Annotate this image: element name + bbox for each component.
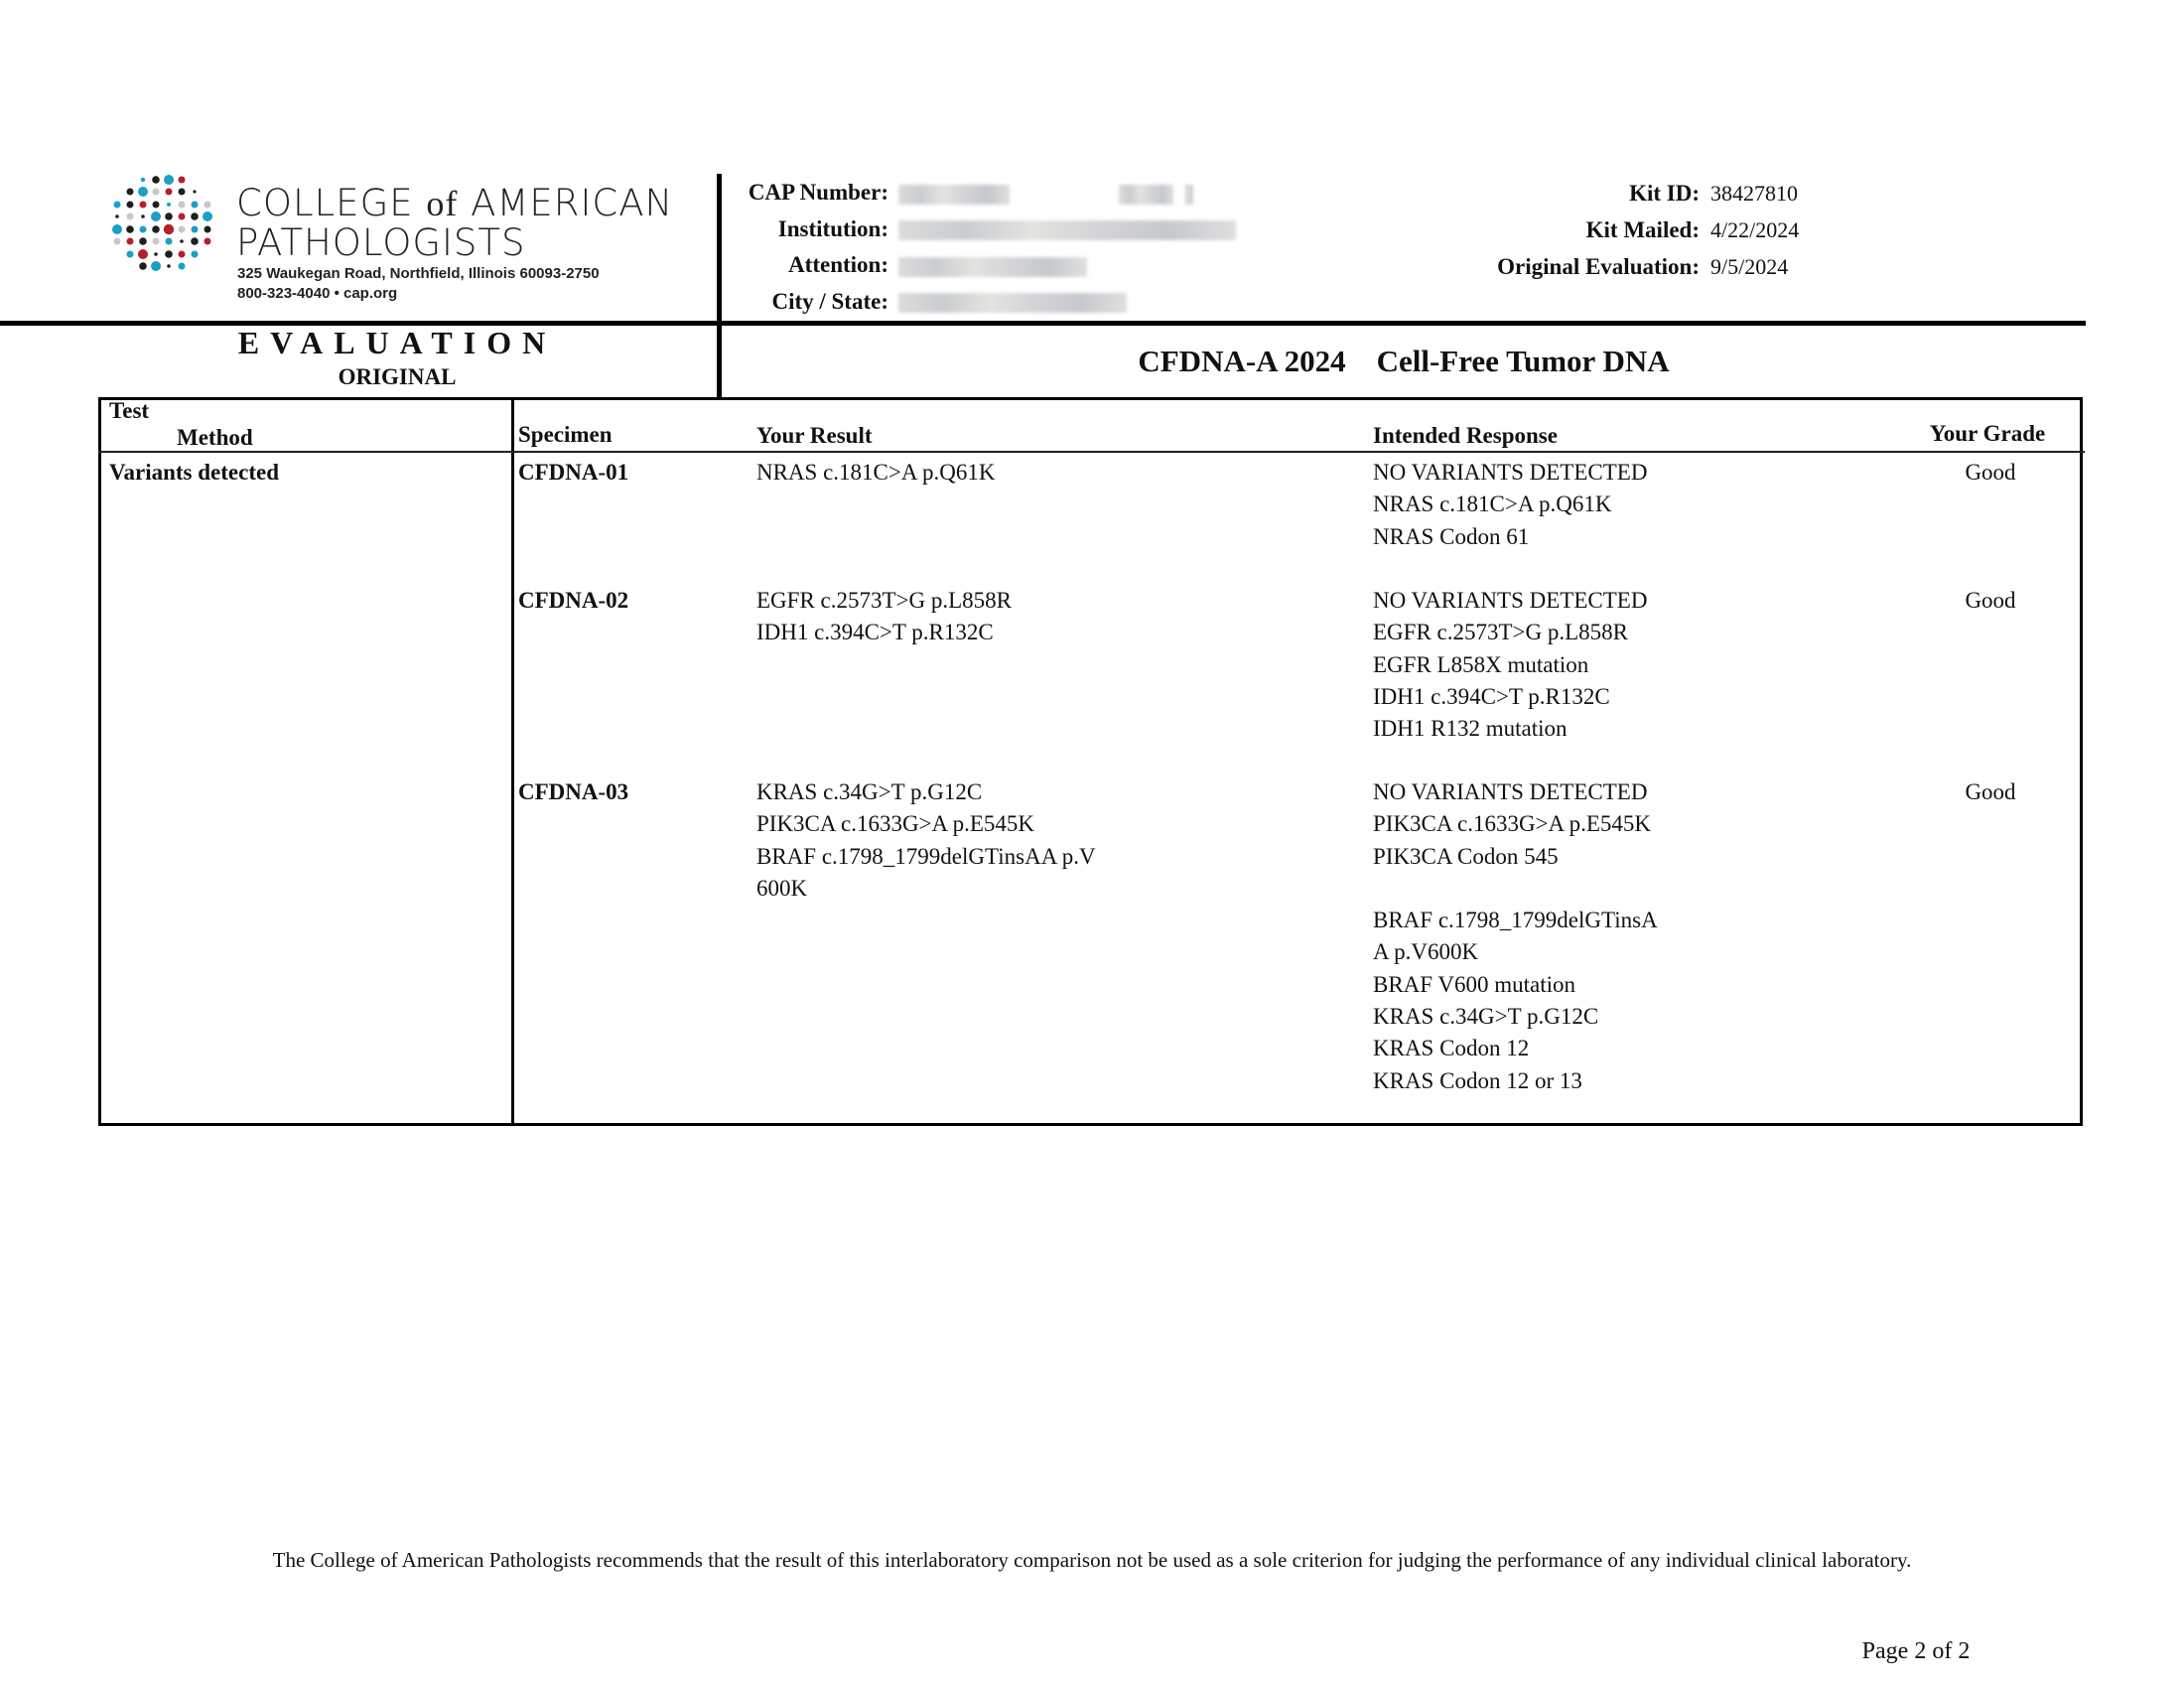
intended-line: EGFR c.2573T>G p.L858R	[1373, 620, 1629, 645]
test-name: Variants detected	[109, 460, 279, 485]
intended-line: NRAS Codon 61	[1373, 523, 1530, 549]
institution-redacted	[898, 220, 1236, 240]
logo-text-of: of	[426, 184, 459, 223]
city-state-label: City / State:	[771, 288, 888, 314]
intended-line: KRAS Codon 12 or 13	[1373, 1067, 1582, 1093]
result-line: 600K	[756, 875, 808, 901]
kit-labels	[1449, 175, 1700, 285]
attention-redacted	[898, 257, 1087, 277]
cap-number-suffix-redacted	[1119, 185, 1173, 205]
cap-number-label: CAP Number:	[748, 180, 888, 205]
institution-label: Institution:	[777, 215, 888, 241]
city-state-redacted	[898, 293, 1127, 313]
intended-line: EGFR L858X mutation	[1373, 651, 1589, 677]
table-column-divider	[511, 397, 514, 1126]
kit-mailed-label: Kit Mailed:	[1585, 217, 1700, 242]
logo-wordmark-line1	[236, 184, 673, 223]
logo-text-college: COLLEGE	[236, 182, 427, 224]
evaluation-title: EVALUATION	[237, 325, 557, 360]
intended-line: KRAS c.34G>T p.G12C	[1373, 1004, 1599, 1030]
logo-contact: 800-323-4040 • cap.org	[237, 285, 398, 302]
intended-line: IDH1 R132 mutation	[1373, 716, 1568, 742]
logo-address-block	[237, 264, 600, 304]
intended-line: PIK3CA Codon 545	[1373, 843, 1559, 869]
your-result-cell	[756, 457, 995, 489]
result-line: PIK3CA c.1633G>A p.E545K	[756, 811, 1035, 837]
header-test: Test	[109, 398, 150, 423]
logo-wordmark-line2: PATHOLOGISTS	[236, 221, 526, 264]
header-intended-response: Intended Response	[1373, 423, 1558, 448]
intended-line: NO VARIANTS DETECTED	[1373, 460, 1648, 485]
original-evaluation-label: Original Evaluation:	[1497, 254, 1700, 279]
participant-values	[898, 175, 1315, 320]
participant-labels	[730, 175, 888, 320]
intended-response-cell	[1373, 585, 1647, 745]
intended-line: PIK3CA c.1633G>A p.E545K	[1373, 811, 1652, 837]
intended-line: NO VARIANTS DETECTED	[1373, 588, 1648, 613]
result-line: KRAS c.34G>T p.G12C	[756, 779, 983, 804]
header-your-result: Your Result	[756, 423, 873, 448]
header-method: Method	[177, 425, 253, 450]
intended-response-cell	[1373, 776, 1658, 1097]
logo-text-american: AMERICAN	[458, 182, 674, 224]
intended-response-cell	[1373, 457, 1647, 553]
attention-label: Attention:	[788, 252, 888, 277]
logo-address: 325 Waukegan Road, Northfield, Illinois 60093-2750	[237, 265, 600, 282]
page-number: Page 2 of 2	[1861, 1638, 1971, 1664]
header-specimen: Specimen	[518, 422, 613, 447]
cap-logo-icon	[111, 175, 214, 274]
intended-line-spacer	[1373, 873, 1658, 905]
kit-values	[1710, 175, 1909, 285]
header-vertical-divider	[717, 174, 722, 397]
specimen-id: CFDNA-01	[518, 460, 629, 485]
intended-line: NRAS c.181C>A p.Q61K	[1373, 492, 1612, 517]
results-table	[98, 397, 2083, 1126]
kit-mailed-value: 4/22/2024	[1710, 217, 1800, 242]
disclaimer-note: The College of American Pathologists recommends that the result of this interlaboratory comparison not be used as a sole criterion for judging the performance of any individual clinical laboratory.	[272, 1548, 1912, 1572]
result-line: EGFR c.2573T>G p.L858R	[756, 588, 1013, 613]
your-result-cell	[756, 776, 1096, 905]
program-title: CFDNA-A 2024 Cell-Free Tumor DNA	[1138, 344, 1670, 378]
intended-line: IDH1 c.394C>T p.R132C	[1373, 683, 1610, 709]
grade-value: Good	[1965, 588, 2016, 613]
result-line: NRAS c.181C>A p.Q61K	[756, 460, 996, 485]
kit-id-value: 38427810	[1710, 181, 1798, 206]
intended-line: A p.V600K	[1373, 939, 1479, 965]
intended-line: BRAF c.1798_1799delGTinsA	[1373, 908, 1658, 933]
grade-value: Good	[1965, 460, 2016, 485]
original-evaluation-value: 9/5/2024	[1710, 254, 1789, 279]
result-line: IDH1 c.394C>T p.R132C	[756, 620, 994, 645]
evaluation-subtitle: ORIGINAL	[338, 364, 457, 389]
intended-line: BRAF V600 mutation	[1373, 971, 1576, 997]
result-line: BRAF c.1798_1799delGTinsAA p.V	[756, 843, 1096, 869]
cap-number-suffix2-redacted	[1185, 185, 1193, 205]
kit-id-label: Kit ID:	[1629, 181, 1700, 206]
intended-line: NO VARIANTS DETECTED	[1373, 779, 1648, 804]
table-header-divider	[98, 451, 2085, 453]
grade-value: Good	[1965, 779, 2016, 804]
cap-number-redacted	[898, 185, 1010, 205]
specimen-id: CFDNA-02	[518, 588, 629, 613]
specimen-id: CFDNA-03	[518, 779, 629, 804]
intended-line: KRAS Codon 12	[1373, 1036, 1530, 1061]
your-result-cell	[756, 585, 1012, 649]
header-your-grade: Your Grade	[1929, 421, 2046, 446]
